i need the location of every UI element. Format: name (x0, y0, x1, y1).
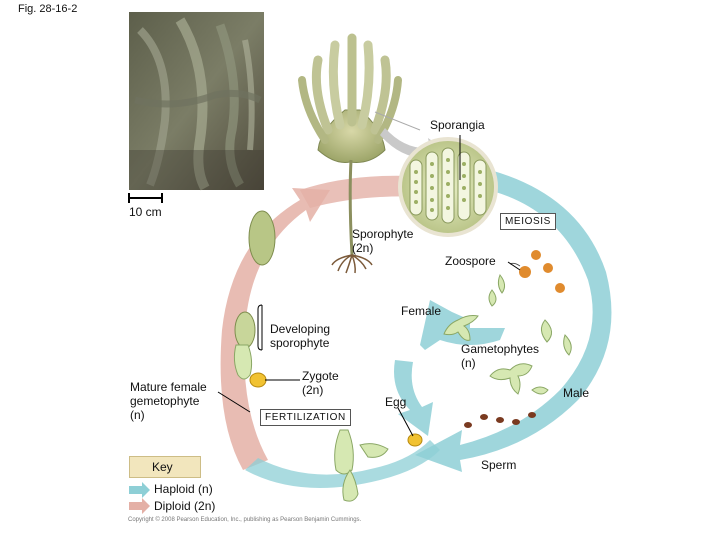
mature-female-label-line3: (n) (130, 408, 145, 422)
developing-sporophyte-label-line1: Developing (270, 322, 331, 336)
developing-sporophyte-label-line2: sporophyte (270, 336, 330, 350)
mature-female-label-line2: gemetophyte (130, 394, 200, 408)
zoospore-label: Zoospore (445, 254, 496, 268)
mature-female-label-line1: Mature female (130, 380, 207, 394)
key-title: Key (152, 460, 173, 474)
female-label: Female (401, 304, 442, 318)
sporangia-zoom (400, 135, 496, 235)
scale-bar (129, 193, 162, 203)
kelp-photo (129, 12, 264, 190)
sporophyte-ploidy-label: (2n) (352, 241, 374, 255)
zygote-label: Zygote (302, 369, 339, 383)
egg-label: Egg (385, 395, 407, 409)
fertilization-label: FERTILIZATION (260, 409, 351, 426)
gametophytes-ploidy-label: (n) (461, 356, 476, 370)
sporangia-label: Sporangia (430, 118, 485, 132)
gametophytes-label: Gametophytes (461, 342, 540, 356)
copyright-notice: Copyright © 2008 Pearson Education, Inc., publishing as Pearson Benjamin Cummings. (128, 517, 362, 523)
male-label: Male (563, 386, 590, 400)
key-haploid-label: Haploid (n) (154, 482, 213, 496)
zygote-ploidy-label: (2n) (302, 383, 324, 397)
meiosis-label: MEIOSIS (500, 213, 556, 230)
scale-bar-label: 10 cm (129, 205, 162, 219)
sperm-label: Sperm (481, 458, 517, 472)
gametophytes (444, 275, 571, 394)
sporophyte-label: Sporophyte (352, 227, 414, 241)
zoospores (508, 250, 565, 293)
figure-label: Fig. 28-16-2 (18, 3, 78, 15)
key-diploid-label: Diploid (2n) (154, 499, 216, 513)
key-swatches (129, 482, 150, 514)
